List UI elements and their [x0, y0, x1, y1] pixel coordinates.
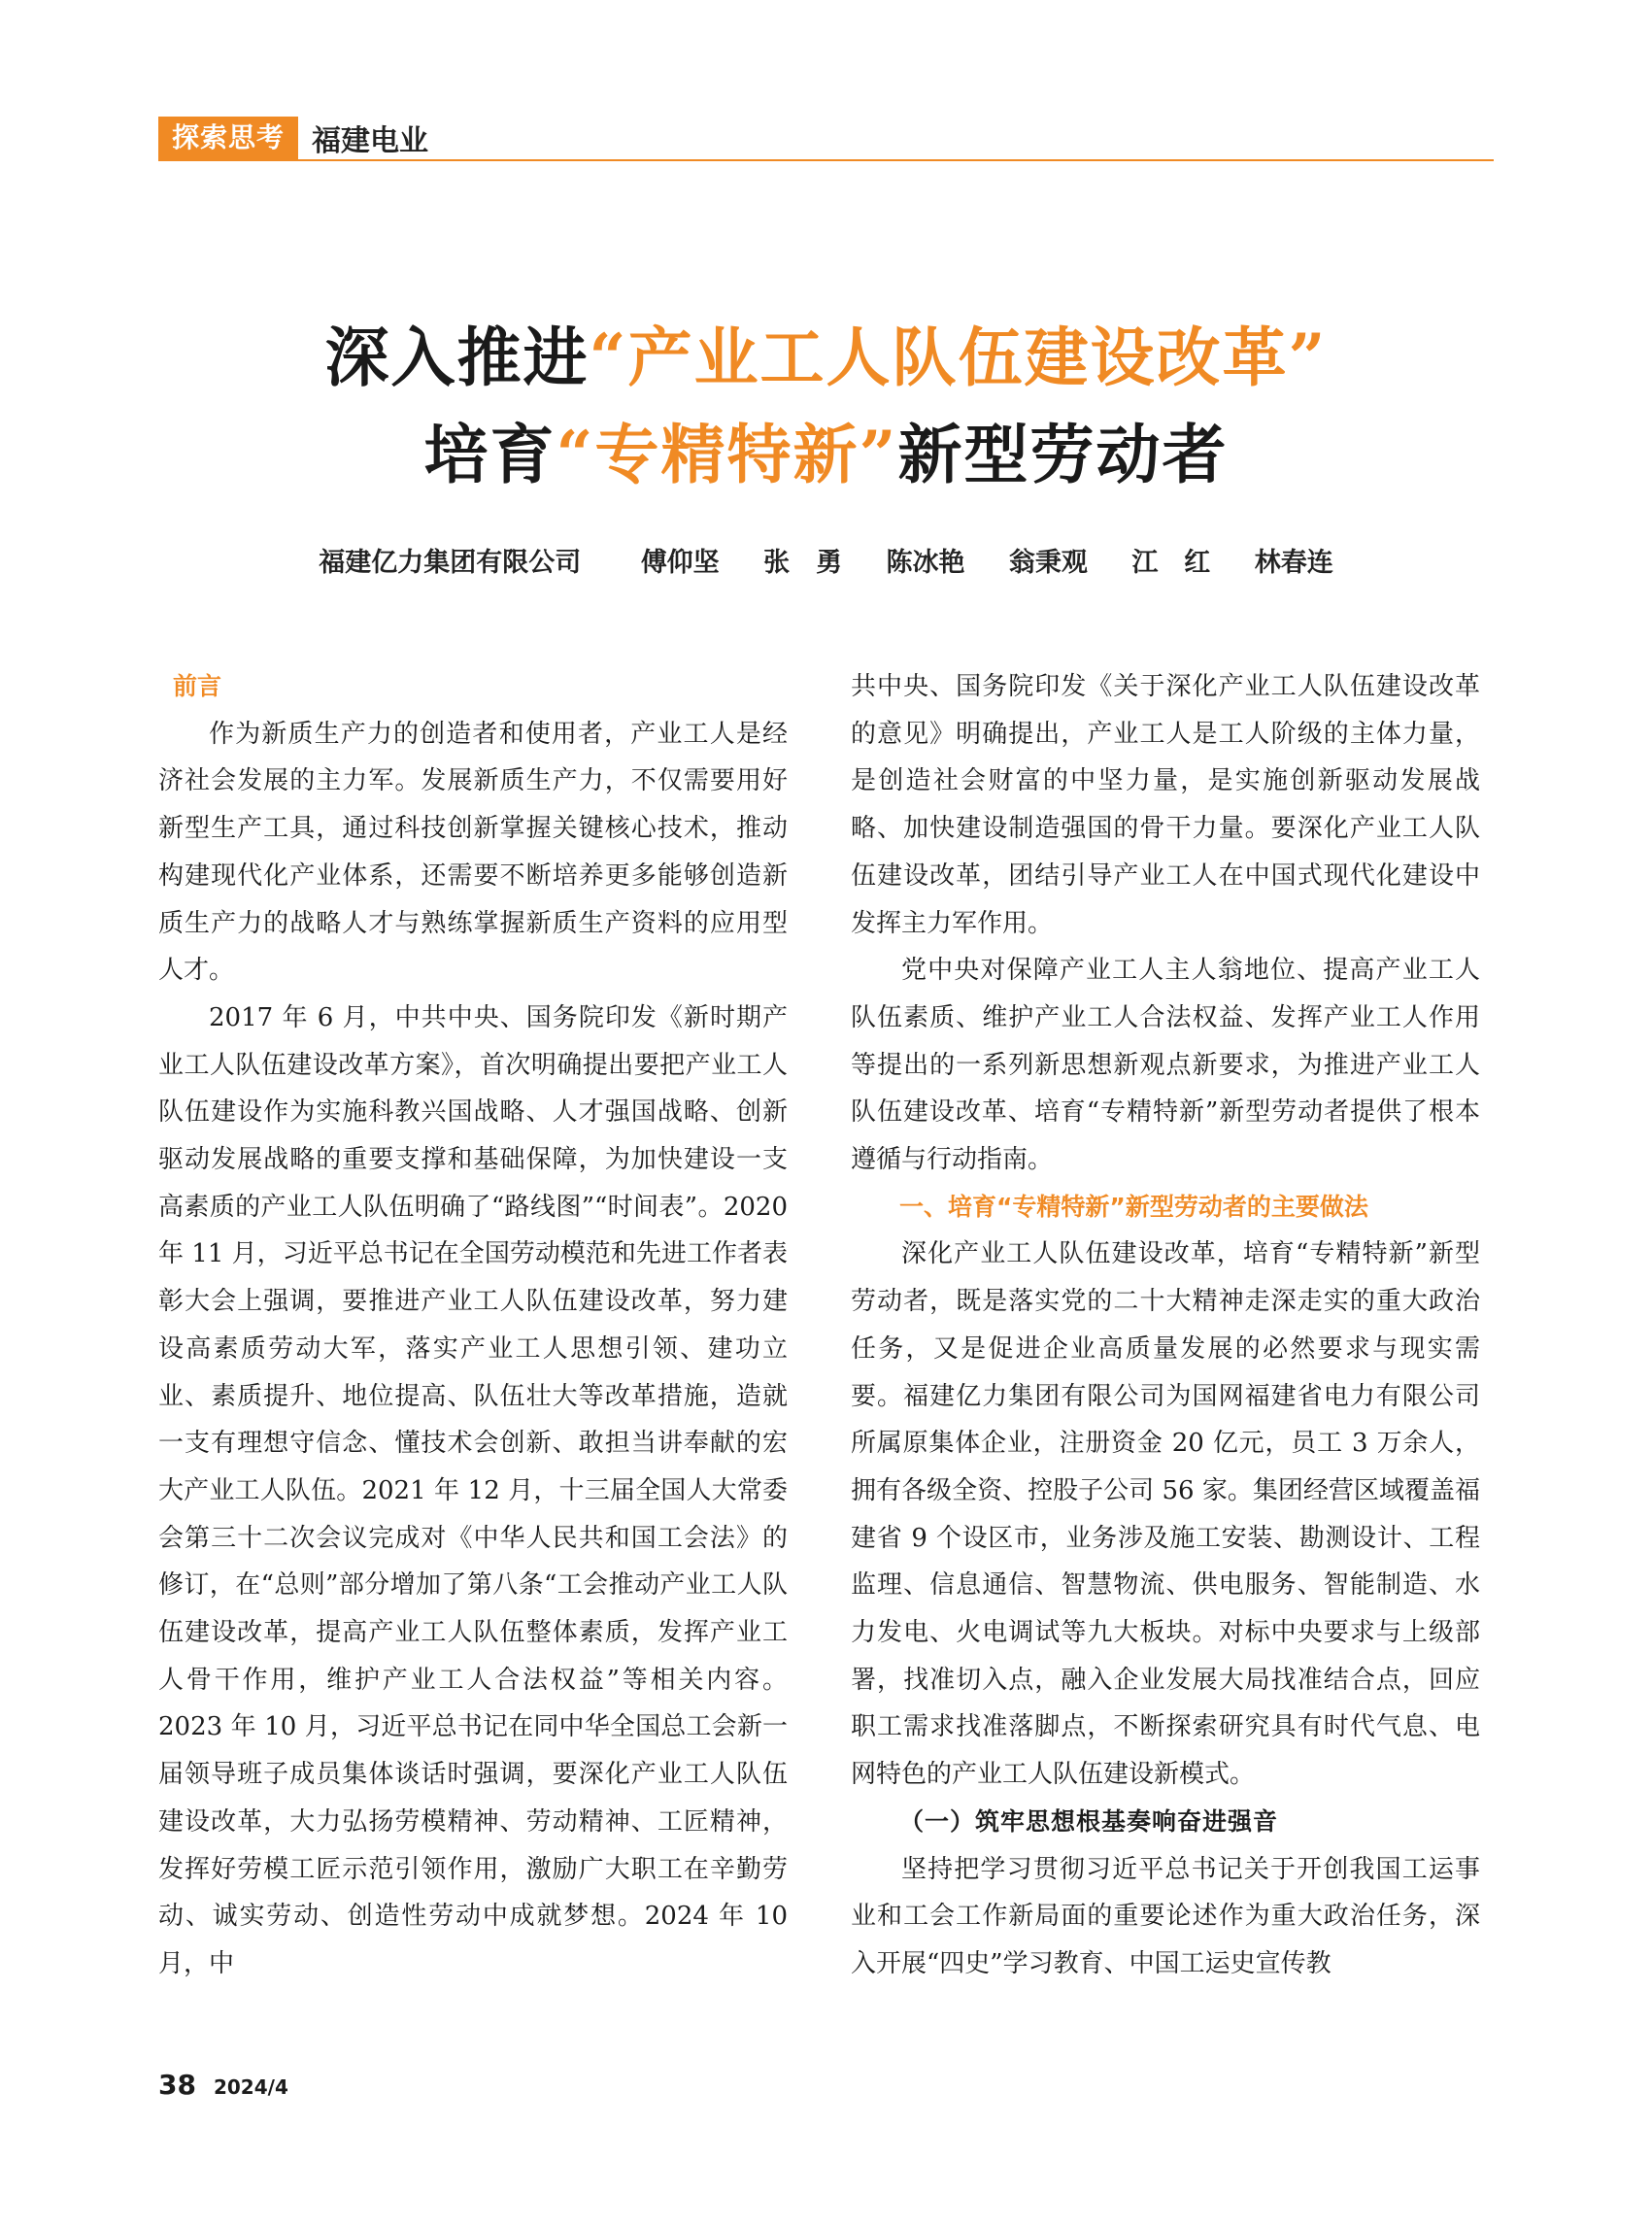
running-header [158, 117, 428, 159]
issue-label: 2024/4 [213, 2075, 288, 2099]
body-paragraph: 2017 年 6 月，中共中央、国务院印发《新时期产业工人队伍建设改革方案》，首次明确提出要把产业工人队伍建设作为实施科教兴国战略、人才强国战略、创新驱动发展战略的重要支撑和基础保障，为加快建设一支高素质的产业工人队伍明确了“路线图”“时间表”。2020 年 11 月，习近平总书记在全国劳动模范和先进工作者表彰大会上强调，要推进产业工人队伍建设改革，努力建设高素质劳动大军，落实产业工人思想引领、建功立业、素质提升、地位提高、队伍壮大等改革措施，造就一支有理想守信念、懂技术会创新、敢担当讲奉献的宏大产业工人队伍。2021 年 12 月，十三届全国人大常委会第三十二次会议完成对《中华人民共和国工会法》的修订，在“总则”部分增加了第八条“工会推动产业工人队伍建设改革，提高产业工人队伍整体素质，发挥产业工人骨干作用，维护产业工人合法权益”等相关内容。2023 年 10 月，习近平总书记在同中华全国总工会新一届领导班子成员集体谈话时强调，要深化产业工人队伍建设改革，大力弘扬劳模精神、劳动精神、工匠精神，发挥好劳模工匠示范引领作用，激励广大职工在辛勤劳动、诚实劳动、创造性劳动中成就梦想。2024 年 10 月，中 [158, 1002, 788, 1978]
left-column [158, 663, 788, 1988]
page-number: 38 [158, 2069, 196, 2101]
title-line1-highlight: “产业工人队伍建设改革” [589, 320, 1328, 395]
right-column [851, 663, 1480, 1988]
article-title-line-1 [0, 306, 1652, 398]
page-footer [158, 2069, 288, 2101]
preface-heading: 前言 [173, 672, 222, 700]
article-title-line-2 [0, 403, 1652, 495]
title-line2-pre: 培育 [423, 417, 556, 492]
section-tag: 探索思考 [158, 117, 298, 159]
body-paragraph: 党中央对保障产业工人主人翁地位、提高产业工人队伍素质、维护产业工人合法权益、发挥产业工人作用等提出的一系列新思想新观点新要求，为推进产业工人队伍建设改革、培育“专精特新”新型劳动者提供了根本遵循与行动指南。 [851, 956, 1480, 1175]
body-paragraph: 坚持把学习贯彻习近平总书记关于开创我国工运事业和工会工作新局面的重要论述作为重大政治任务，深入开展“四史”学习教育、中国工运史宣传教 [851, 1854, 1480, 1978]
title-line2-post: 新型劳动者 [897, 417, 1229, 492]
author-name: 林春连 [1254, 548, 1333, 578]
title-line2-highlight: “专精特新” [556, 417, 898, 492]
author-name: 傅仰坚 [640, 548, 720, 578]
byline [0, 541, 1652, 579]
section-heading: 一、培育“专精特新”新型劳动者的主要做法 [899, 1192, 1368, 1221]
subsection-heading: （一）筑牢思想根基奏响奋进强音 [899, 1806, 1279, 1836]
author-name: 江 红 [1131, 548, 1211, 578]
body-paragraph: 深化产业工人队伍建设改革，培育“专精特新”新型劳动者，既是落实党的二十大精神走深走实的重大政治任务，又是促进企业高质量发展的必然要求与现实需要。福建亿力集团有限公司为国网福建省电力有限公司所属原集体企业，注册资金 20 亿元，员工 3 万余人，拥有各级全资、控股子公司 56 家。集团经营区域覆盖福建省 9 个设区市，业务涉及施工安装、勘测设计、工程监理、信息通信、智慧物流、供电服务、智能制造、水力发电、火电调试等九大板块。对标中央要求与上级部署，找准切入点，融入企业发展大局找准结合点，回应职工需求找准落脚点，不断探索研究具有时代气息、电网特色的产业工人队伍建设新模式。 [851, 1239, 1480, 1790]
magazine-name: 福建电业 [312, 124, 429, 158]
author-organization: 福建亿力集团有限公司 [319, 548, 582, 578]
title-line1-pre: 深入推进 [324, 320, 590, 395]
author-name: 翁秉观 [1008, 548, 1088, 578]
header-rule [158, 159, 1494, 161]
body-paragraph: 作为新质生产力的创造者和使用者，产业工人是经济社会发展的主力军。发展新质生产力，不仅需要用好新型生产工具，通过科技创新掌握关键核心技术，推动构建现代化产业体系，还需要不断培养更多能够创造新质生产力的战略人才与熟练掌握新质生产资料的应用型人才。 [158, 719, 788, 986]
author-name: 张 勇 [763, 548, 843, 578]
body-paragraph-continued: 共中央、国务院印发《关于深化产业工人队伍建设改革的意见》明确提出，产业工人是工人阶级的主体力量，是创造社会财富的中坚力量，是实施创新驱动发展战略、加快建设制造强国的骨干力量。要深化产业工人队伍建设改革，团结引导产业工人在中国式现代化建设中发挥主力军作用。 [851, 672, 1480, 938]
author-name: 陈冰艳 [886, 548, 965, 578]
